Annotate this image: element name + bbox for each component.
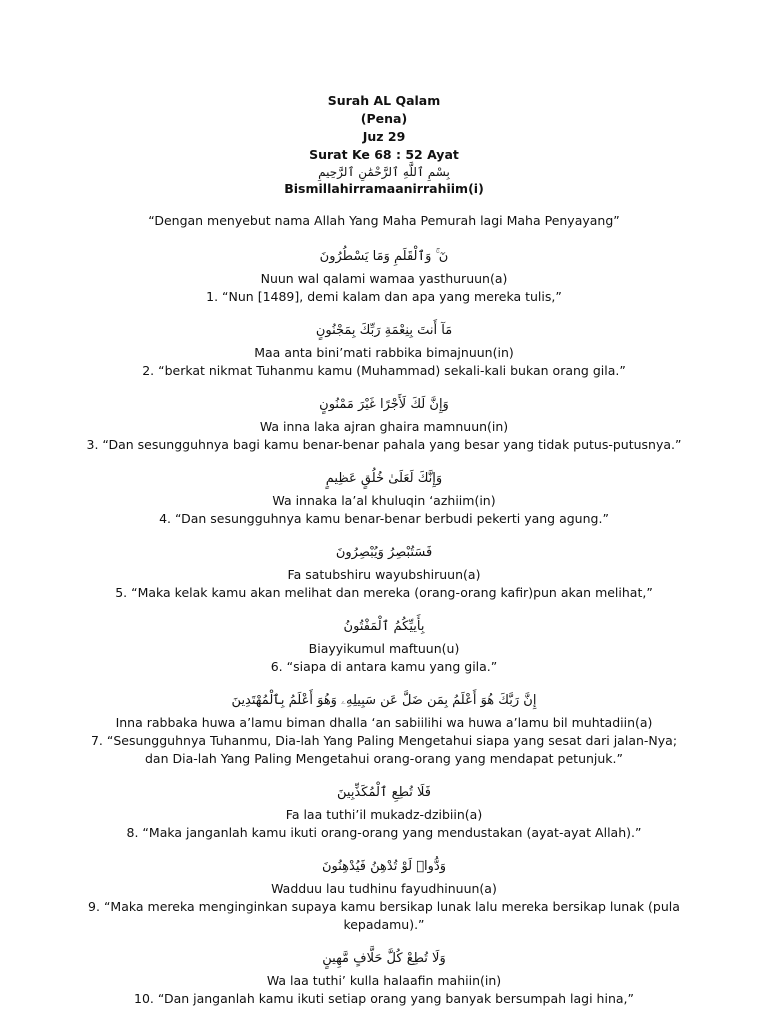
verse-transliteration: Fa laa tuthi’il mukadz-dzibiin(a) <box>285 807 483 822</box>
verse-translation: 4. “Dan sesungguhnya kamu benar-benar berbudi pekerti yang agung.” <box>159 511 609 526</box>
basmalah-transliteration: Bismillahirramaanirrahiim(i) <box>284 181 484 196</box>
verse-arabic: وَدُّوا۟ لَوْ تُدْهِنُ فَيُدْهِنُونَ <box>321 859 447 874</box>
verse-item <box>0 858 768 934</box>
verse-item <box>0 784 768 842</box>
verse-arabic: وَإِنَّكَ لَعَلَىٰ خُلُقٍ عَظِيمٍ <box>325 471 443 486</box>
verse-translation: 3. “Dan sesungguhnya bagi kamu benar-benar pahala yang besar yang tidak putus-putusnya.” <box>86 437 682 452</box>
verse-translation: 10. “Dan janganlah kamu ikuti setiap orang yang banyak bersumpah lagi hina,” <box>134 991 634 1006</box>
basmalah-arabic: بِسْمِ ٱللَّهِ ٱلرَّحْمَٰنِ ٱلرَّحِيمِ <box>318 165 450 179</box>
verse-translation: 1. “Nun [1489], demi kalam dan apa yang mereka tulis,” <box>206 289 562 304</box>
verse-arabic: وَإِنَّ لَكَ لَأَجْرًا غَيْرَ مَمْنُونٍ <box>319 397 449 412</box>
surah-meaning: (Pena) <box>360 111 408 126</box>
verse-arabic: وَلَا تُطِعْ كُلَّ حَلَّافٍ مَّهِينٍ <box>322 951 446 966</box>
basmalah-translation: “Dengan menyebut nama Allah Yang Maha Pemurah lagi Maha Penyayang” <box>148 213 620 228</box>
verse-arabic: إِنَّ رَبَّكَ هُوَ أَعْلَمُ بِمَن ضَلَّ عَن سَبِيلِهِۦ وَهُوَ أَعْلَمُ بِٱلْمُهْتَدِينَ <box>231 693 537 708</box>
verse-transliteration: Maa anta bini’mati rabbika bimajnuun(in) <box>254 345 514 360</box>
surah-title: Surah AL Qalam <box>327 93 441 108</box>
verse-item <box>0 248 768 306</box>
verse-translation: 2. “berkat nikmat Tuhanmu kamu (Muhammad) sekali-kali bukan orang gila.” <box>142 363 626 378</box>
verse-translation: 6. “siapa di antara kamu yang gila.” <box>270 659 498 674</box>
verse-arabic: بِأَييِّكُمُ ٱلْمَفْتُونُ <box>343 619 425 634</box>
verse-translation: 5. “Maka kelak kamu akan melihat dan mereka (orang-orang kafir)pun akan melihat,” <box>115 585 653 600</box>
verse-item <box>0 396 768 454</box>
verse-arabic: مَآ أَنتَ بِنِعْمَةِ رَبِّكَ بِمَجْنُونٍ <box>315 323 453 338</box>
verse-transliteration: Inna rabbaka huwa a’lamu biman dhalla ‘an sabiilihi wa huwa a’lamu bil muhtadiin(a) <box>115 715 653 730</box>
surah-header <box>0 92 768 230</box>
verse-item <box>0 470 768 528</box>
verse-transliteration: Wa laa tuthi’ kulla halaafin mahiin(in) <box>266 973 502 988</box>
verse-item <box>0 544 768 602</box>
verse-list <box>0 248 768 1008</box>
verse-item <box>0 692 768 768</box>
verse-transliteration: Fa satubshiru wayubshiruun(a) <box>287 567 481 582</box>
verse-transliteration: Wa inna laka ajran ghaira mamnuun(in) <box>259 419 509 434</box>
verse-translation: 8. “Maka janganlah kamu ikuti orang-orang yang mendustakan (ayat-ayat Allah).” <box>126 825 642 840</box>
verse-translation: 9. “Maka mereka menginginkan supaya kamu bersikap lunak lalu mereka bersikap lunak (pula kepadamu).” <box>88 899 680 932</box>
verse-item <box>0 618 768 676</box>
juz-number: Juz 29 <box>362 129 406 144</box>
verse-item <box>0 950 768 1008</box>
verse-transliteration: Wa innaka la’al khuluqin ‘azhiim(in) <box>272 493 496 508</box>
verse-transliteration: Wadduu lau tudhinu fayudhinuun(a) <box>271 881 497 896</box>
verse-arabic: فَلَا تُطِعِ ٱلْمُكَذِّبِينَ <box>337 785 431 800</box>
verse-item <box>0 322 768 380</box>
surat-info: Surat Ke 68 : 52 Ayat <box>309 147 459 162</box>
verse-transliteration: Biayyikumul maftuun(u) <box>308 641 460 656</box>
verse-translation: 7. “Sesungguhnya Tuhanmu, Dia-lah Yang Paling Mengetahui siapa yang sesat dari jalan-Nya; dan Dia-lah Yang Paling Mengetahui orang-orang yang mendapat petunjuk.” <box>90 733 678 766</box>
verse-arabic: نٓ ۚ وَٱلْقَلَمِ وَمَا يَسْطُرُونَ <box>319 249 449 264</box>
verse-arabic: فَسَتُبْصِرُ وَيُبْصِرُونَ <box>335 545 433 560</box>
verse-transliteration: Nuun wal qalami wamaa yasthuruun(a) <box>260 271 508 286</box>
